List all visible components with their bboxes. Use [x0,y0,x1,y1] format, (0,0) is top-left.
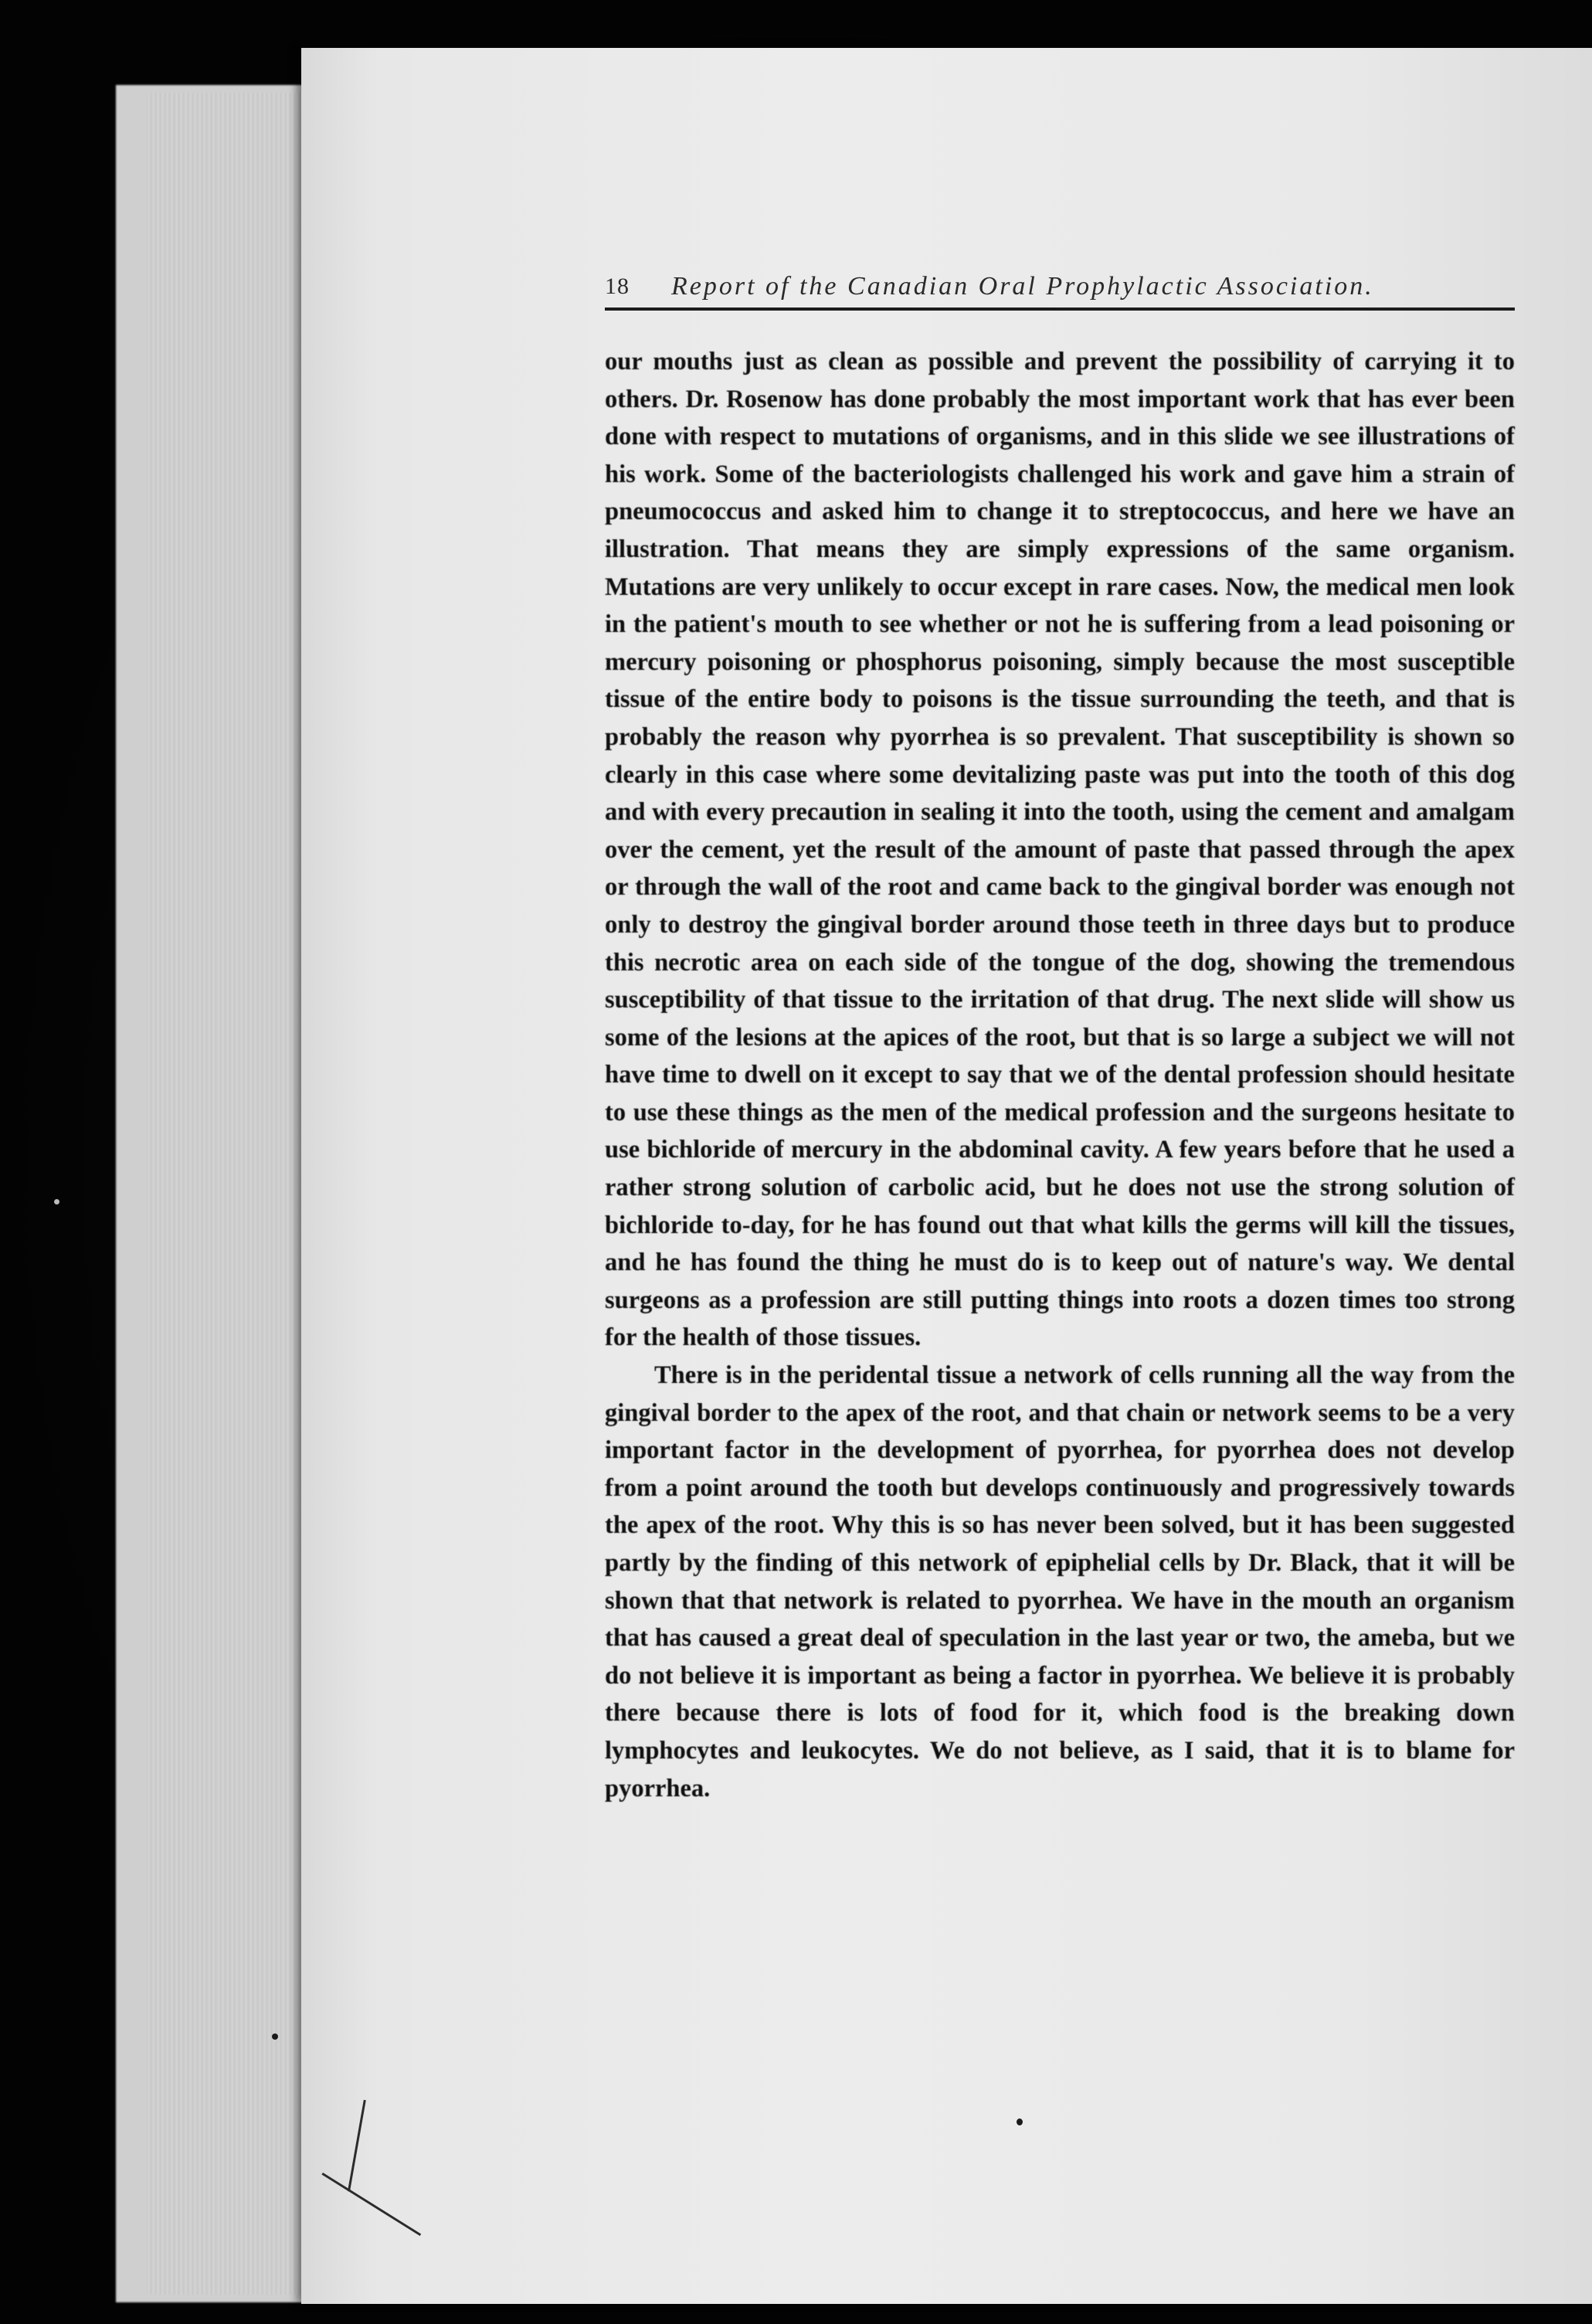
running-head: Report of the Canadian Oral Prophylactic Association. [671,272,1374,301]
scan-speck [54,1199,59,1204]
page-edge-stack [147,93,301,2295]
page-number: 18 [605,274,630,299]
paragraph-1: our mouths just as clean as possible and prevent the possibility of carrying it to others. Dr. Rosenow has done probably the most important work that has ever been done with respect to mutations of organisms, and in this slide we see illustrations of his work. Some of the bacteriologists challenged his work and gave him a strain of pneumococcus and asked him to change it to streptococcus, and here we have an illustration. That means they are simply expressions of the same organism. Mutations are very unlikely to occur except in rare cases. Now, the medical men look in the patient's mouth to see whether or not he is suffering from a lead poisoning or mercury poisoning or phosphorus poisoning, simply because the most susceptible tissue of the entire body to poisons is the tissue surrounding the teeth, and that is probably the reason why pyorrhea is so prevalent. That susceptibility is shown so clearly in this case where some devitalizing paste was put into the tooth of this dog and with every precaution in sealing it into the tooth, using the cement and amalgam over the cement, yet the result of the amount of paste that passed through the apex or through the wall of the root and came back to the gingival border was enough not only to destroy the gingival border around those teeth in three days but to produce this necrotic area on each side of the tongue of the dog, showing the tremendous susceptibility of that tissue to the irritation of that drug. The next slide will show us some of the lesions at the apices of the root, but that is so large a subject we will not have time to dwell on it except to say that we of the dental profession should hesitate to use these things as the men of the medical profession and the surgeons hesitate to use bichloride of mercury in the abdominal cavity. A few years before that he used a rather strong solution of carbolic acid, but he does not use the strong solution of bichloride to-day, for he has found out that what kills the germs will kill the tissues, and he has found the thing he must do is to keep out of nature's way. We dental surgeons as a profession are still putting things into roots a dozen times too strong for the health of those tissues. [605,348,1515,1352]
body-text [605,343,1515,1807]
paragraph-2: There is in the peridental tissue a network of cells running all the way from the gingival border to the apex of the root, and that chain or network seems to be a very important factor in the development of pyorrhea, for pyorrhea does not develop from a point around the tooth but develops continuously and progressively towards the apex of the root. Why this is so has never been solved, but it has been suggested partly by the finding of this network of epiphelial cells by Dr. Black, that it will be shown that that network is related to pyorrhea. We have in the mouth an organism that has caused a great deal of speculation in the last year or two, the ameba, but we do not believe it is important as being a factor in pyorrhea. We believe it is probably there because there is lots of food for it, which food is the breaking down lymphocytes and leukocytes. We do not believe, as I said, that it is to blame for pyorrhea. [605,1361,1515,1802]
scan-speck [272,2034,278,2040]
page-header [605,260,1515,311]
scan-speck [1017,2118,1023,2125]
